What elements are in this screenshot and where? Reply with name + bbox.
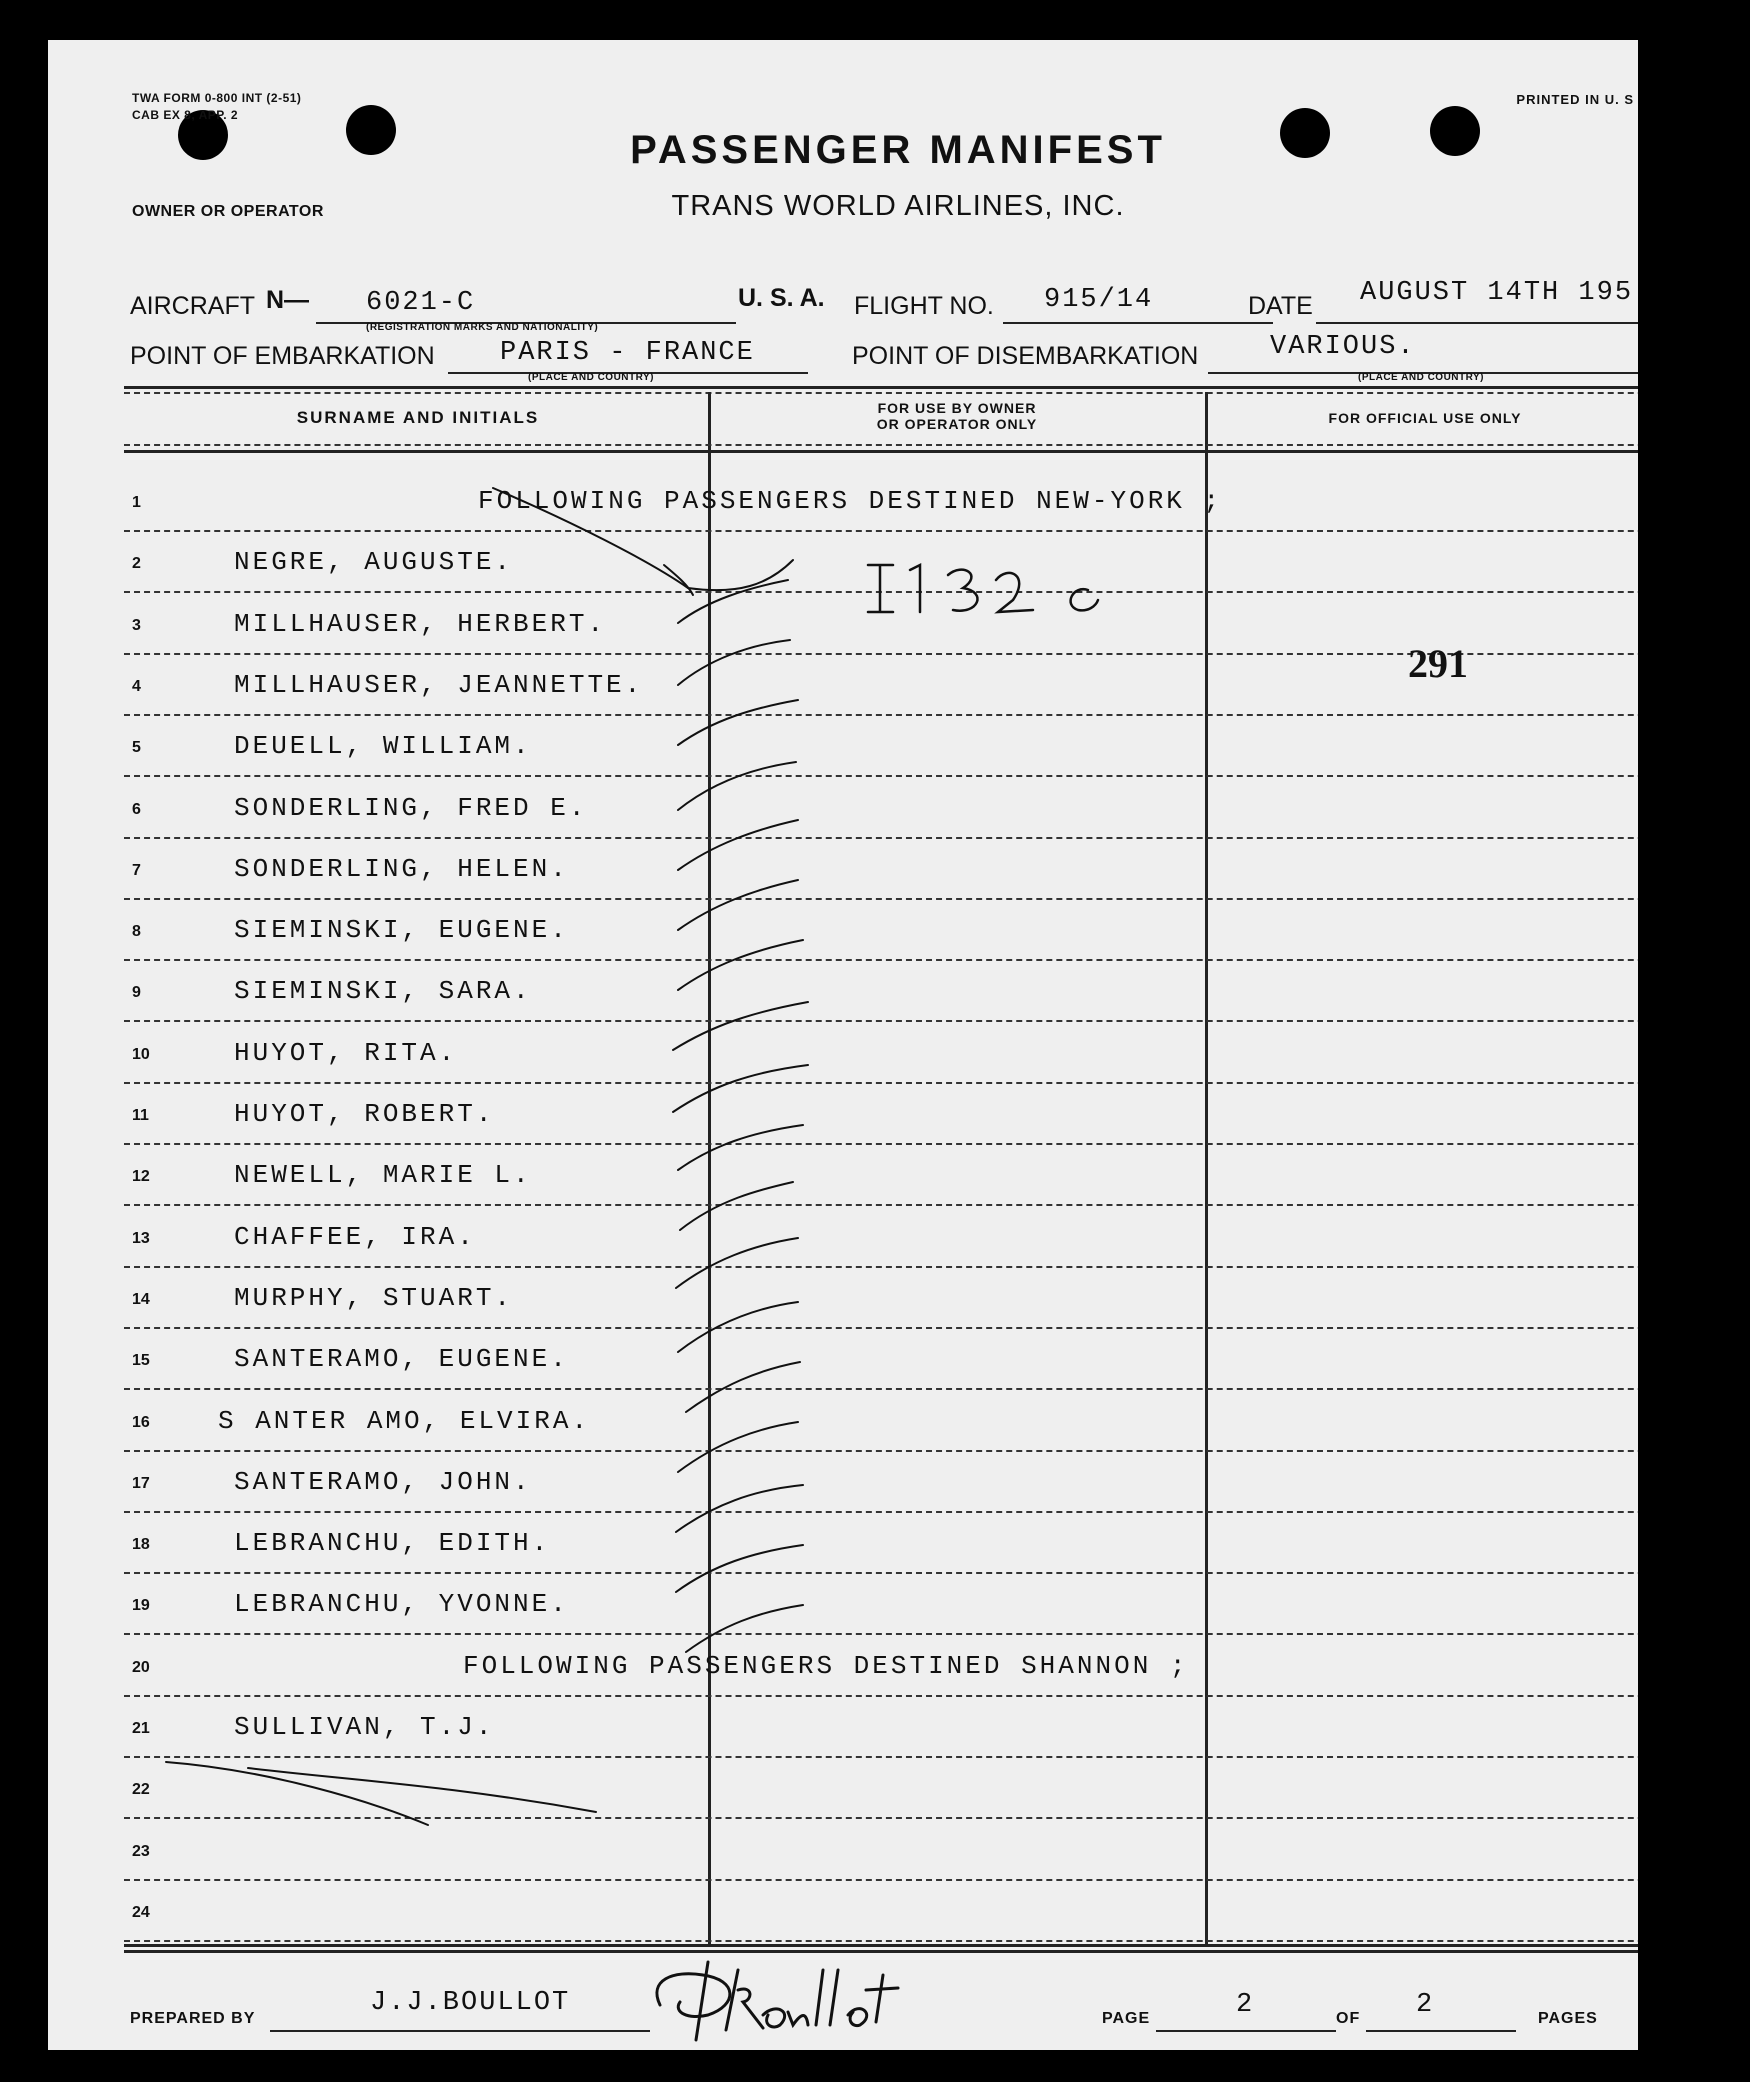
passenger-name: S ANTER AMO, ELVIRA. xyxy=(218,1405,591,1436)
passenger-name: CHAFFEE, IRA. xyxy=(234,1221,476,1252)
page-underline xyxy=(1156,2030,1336,2032)
check-mark xyxy=(678,880,798,930)
official-number: 291 xyxy=(1408,641,1468,686)
row-number: 5 xyxy=(132,739,141,757)
passenger-name: SIEMINSKI, EUGENE. xyxy=(234,915,569,946)
passenger-name: LEBRANCHU, EDITH. xyxy=(234,1528,551,1559)
owner-note-text xyxy=(858,530,868,531)
passenger-name: NEWELL, MARIE L. xyxy=(234,1160,532,1191)
passenger-name: SIEMINSKI, SARA. xyxy=(234,976,532,1007)
row-number: 7 xyxy=(132,861,141,879)
aircraft-prefix: N— xyxy=(266,286,310,314)
pen-stroke xyxy=(664,565,693,595)
check-mark xyxy=(678,1422,798,1472)
of-label: OF xyxy=(1336,2010,1361,2027)
check-mark xyxy=(686,1362,800,1412)
row-number: 6 xyxy=(132,800,141,818)
check-mark xyxy=(678,640,790,685)
page-number: 2 xyxy=(1236,1990,1255,2020)
check-mark xyxy=(686,1605,803,1652)
handwritten-note-i132 xyxy=(868,565,1098,612)
passenger-name: SULLIVAN, T.J. xyxy=(234,1712,495,1742)
document-title: PASSENGER MANIFEST xyxy=(630,128,1166,172)
passenger-name: HUYOT, ROBERT. xyxy=(234,1099,495,1129)
airline-name: TRANS WORLD AIRLINES, INC. xyxy=(671,190,1125,222)
row-number: 18 xyxy=(132,1536,150,1554)
disembarkation-value: VARIOUS. xyxy=(1270,332,1416,362)
row-number: 11 xyxy=(132,1107,149,1124)
check-mark xyxy=(678,940,803,990)
destination-heading: FOLLOWING PASSENGERS DESTINED NEW-YORK ; xyxy=(478,486,1223,516)
passenger-name: MILLHAUSER, JEANNETTE. xyxy=(234,669,644,700)
manifest-sheet xyxy=(48,40,1638,2050)
prepared-by-value: J.J.BOULLOT xyxy=(370,1988,571,2018)
check-mark xyxy=(676,1545,803,1592)
row-number: 8 xyxy=(132,923,141,941)
check-mark xyxy=(678,1125,803,1170)
check-mark xyxy=(678,820,798,870)
prepared-by-label: PREPARED BY xyxy=(130,2010,256,2027)
form-code-line: TWA FORM 0-800 INT (2-51) xyxy=(132,91,302,105)
date-label: DATE xyxy=(1248,292,1313,320)
date-value: AUGUST 14TH 195 xyxy=(1360,278,1634,308)
passenger-name: NEGRE, AUGUSTE. xyxy=(234,547,514,578)
pages-label: PAGES xyxy=(1538,2010,1598,2027)
signature-text xyxy=(660,2020,683,2021)
check-mark xyxy=(676,1485,803,1532)
row-number: 16 xyxy=(132,1413,150,1431)
row-number: 13 xyxy=(132,1229,150,1247)
pen-stroke xyxy=(493,488,688,588)
strike-stroke xyxy=(248,1768,596,1812)
row-number: 1 xyxy=(132,494,141,511)
check-mark xyxy=(673,1065,808,1112)
row-number: 20 xyxy=(132,1658,150,1676)
handwritten-marks xyxy=(48,40,1638,2050)
row-number: 2 xyxy=(132,555,141,573)
passenger-name: MURPHY, STUART. xyxy=(234,1282,514,1313)
passenger-name: HUYOT, RITA. xyxy=(234,1037,458,1068)
owner-or-operator-label: OWNER OR OPERATOR xyxy=(132,203,324,220)
embarkation-label: POINT OF EMBARKATION xyxy=(130,342,435,370)
passenger-name: MILLHAUSER, HERBERT. xyxy=(234,608,607,639)
passenger-name: DEUELL, WILLIAM. xyxy=(234,731,532,762)
row-number: 10 xyxy=(132,1045,150,1063)
check-mark xyxy=(680,1182,793,1230)
row-number: 9 xyxy=(132,984,141,1002)
total-pages: 2 xyxy=(1416,1990,1435,2020)
row-number: 22 xyxy=(132,1781,150,1799)
usa-label: U. S. A. xyxy=(738,284,825,312)
flight-label: FLIGHT NO. xyxy=(854,292,994,320)
owner-use-header-line: FOR USE BY OWNER xyxy=(877,400,1037,416)
check-mark xyxy=(673,1002,808,1050)
aircraft-registration: 6021-C xyxy=(366,288,476,318)
row-number: 24 xyxy=(132,1903,150,1921)
row-number: 23 xyxy=(132,1842,150,1860)
disembarkation-caption: (PLACE AND COUNTRY) xyxy=(1358,372,1484,383)
row-number: 14 xyxy=(132,1290,150,1308)
row-number: 21 xyxy=(132,1720,150,1737)
surname-column-header: SURNAME AND INITIALS xyxy=(296,408,540,427)
check-mark xyxy=(678,762,796,810)
row-number: 12 xyxy=(132,1168,150,1186)
signature-mark xyxy=(657,1962,898,2040)
passenger-name: SONDERLING, HELEN. xyxy=(234,853,569,884)
page-label: PAGE xyxy=(1102,2010,1151,2027)
passenger-name: LEBRANCHU, YVONNE. xyxy=(234,1589,569,1620)
check-mark xyxy=(678,1302,798,1352)
row-number: 19 xyxy=(132,1597,150,1615)
prepared-by-underline xyxy=(270,2030,650,2032)
registration-caption: (REGISTRATION MARKS AND NATIONALITY) xyxy=(366,322,599,333)
passenger-name: SANTERAMO, JOHN. xyxy=(234,1466,532,1497)
pen-stroke xyxy=(688,560,793,590)
owner-use-header-line: OR OPERATOR ONLY xyxy=(876,416,1038,432)
check-mark xyxy=(678,580,788,623)
check-mark xyxy=(676,1238,798,1288)
row-number: 15 xyxy=(132,1352,150,1370)
passenger-name: SONDERLING, FRED E. xyxy=(234,792,588,823)
flight-number: 915/14 xyxy=(1044,285,1154,315)
cab-reference: CAB EX 8, APP. 2 xyxy=(132,108,239,122)
official-use-column-header: FOR OFFICIAL USE ONLY xyxy=(1328,410,1522,426)
passenger-name: SANTERAMO, EUGENE. xyxy=(234,1344,569,1375)
disembarkation-label: POINT OF DISEMBARKATION xyxy=(852,342,1199,370)
printed-in-label: PRINTED IN U. S xyxy=(1516,92,1634,107)
embarkation-value: PARIS - FRANCE xyxy=(500,338,755,368)
check-mark xyxy=(678,700,798,745)
destination-heading: FOLLOWING PASSENGERS DESTINED SHANNON ; xyxy=(463,1650,1189,1681)
of-underline xyxy=(1366,2030,1516,2032)
aircraft-label: AIRCRAFT xyxy=(130,292,255,320)
strike-stroke xyxy=(166,1762,428,1825)
embarkation-caption: (PLACE AND COUNTRY) xyxy=(528,372,654,383)
row-number: 3 xyxy=(132,616,141,634)
row-number: 4 xyxy=(132,677,141,695)
row-number: 17 xyxy=(132,1474,150,1492)
